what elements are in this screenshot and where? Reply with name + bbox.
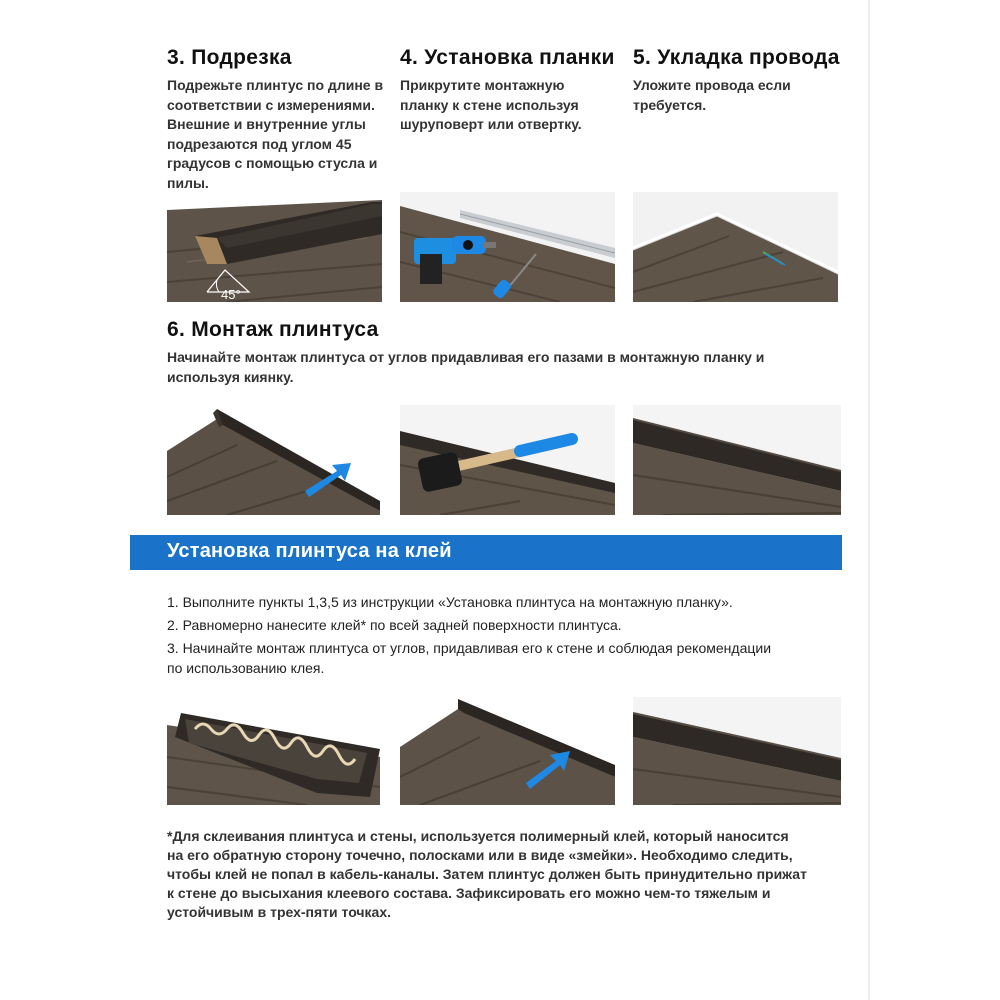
photo-board-installed: [633, 405, 841, 515]
step-3-text: [167, 76, 397, 193]
step-5-text: [633, 76, 858, 115]
step-3-line: градусов с помощью стусла и: [167, 155, 378, 171]
banner-title: Установка плинтуса на клей: [167, 540, 452, 562]
glue-step: 2. Равномерно нанесите клей* по всей задней поверхности плинтуса.: [167, 617, 622, 633]
step-3-line: Подрежьте плинтус по длине в: [167, 77, 384, 93]
photo-glued-result: [633, 697, 841, 805]
photo-press-to-wall: [400, 697, 615, 805]
step-3-line: пилы.: [167, 174, 209, 191]
step-5-wire-laying: [633, 46, 858, 115]
photo-press-board: [167, 405, 380, 515]
footnote-line: к стене до высыхания клеевого состава. Зафиксировать его можно чем-то тяжелым и: [167, 885, 771, 901]
angle-label: 45°: [221, 287, 241, 302]
page-edge-divider: [868, 0, 870, 1000]
glue-steps-list: [167, 592, 857, 681]
step-3-line: подрезаются под углом 45: [167, 135, 352, 152]
step-6-mounting: [167, 318, 847, 387]
step-3-line: соответствии с измерениями.: [167, 96, 375, 113]
step-6-line: используя киянку.: [167, 368, 294, 385]
step-3-line: Внешние и внутренние углы: [167, 116, 366, 132]
step-5-title: 5. Укладка провода: [633, 46, 840, 69]
step-4-title: 4. Установка планки: [400, 46, 615, 69]
glue-step: по использованию клея.: [167, 660, 325, 676]
step-3-trimming: [167, 46, 397, 193]
step-6-line: Начинайте монтаж плинтуса от углов придавливая его пазами в монтажную планку и: [167, 349, 765, 365]
step-6-title: 6. Монтаж плинтуса: [167, 318, 379, 341]
footnote-line: на его обратную сторону точечно, полосками или в виде «змейки». Необходимо следить,: [167, 847, 793, 863]
step-5-line: требуется.: [633, 96, 707, 113]
step-5-line: Уложите провода если: [633, 77, 791, 93]
step-4-line: планку к стене используя: [400, 96, 579, 113]
photo-screwing-strip: [400, 192, 615, 302]
footnote-line: *Для склеивания плинтуса и стены, используется полимерный клей, который наносится: [167, 828, 789, 844]
glue-step: 3. Начинайте монтаж плинтуса от углов, придавливая его к стене и соблюдая рекомендации: [167, 640, 772, 656]
footnote-line: чтобы клей не попал в кабель-каналы. Затем плинтус должен быть принудительно прижат: [167, 866, 807, 882]
step-4-strip-install: [400, 46, 625, 135]
step-6-text: [167, 348, 847, 387]
photo-mitre-cut: [167, 192, 382, 302]
glue-step: 1. Выполните пункты 1,3,5 из инструкции «Установка плинтуса на монтажную планку».: [167, 594, 733, 610]
footnote-line: устойчивым в трех-пяти точках.: [167, 904, 391, 920]
step-4-text: [400, 76, 625, 135]
photo-mallet-tapping: [400, 405, 615, 515]
glue-footnote: [167, 827, 857, 922]
step-4-line: Прикрутите монтажную: [400, 77, 565, 93]
photo-glue-snake: [167, 697, 380, 805]
step-4-line: шуруповерт или отвертку.: [400, 116, 582, 132]
photo-wire-laying: [633, 192, 838, 302]
section-banner: [130, 535, 842, 570]
step-3-title: 3. Подрезка: [167, 46, 292, 69]
